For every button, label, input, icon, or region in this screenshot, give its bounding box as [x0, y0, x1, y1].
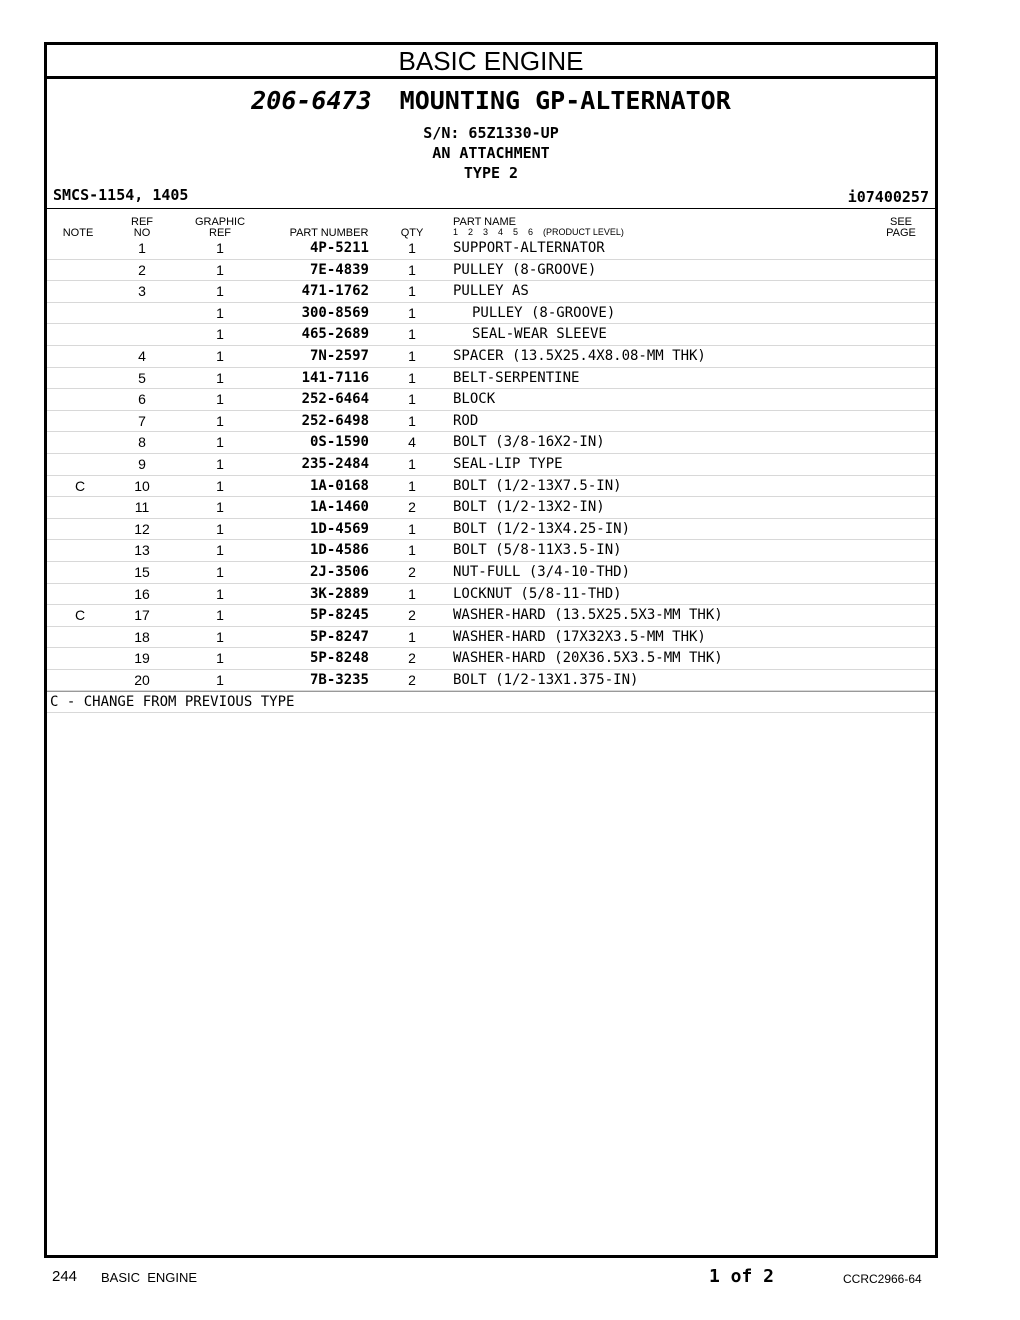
row-graphic-ref: 1 — [216, 369, 224, 386]
row-note: C — [74, 607, 86, 624]
col-see-bottom: PAGE — [886, 227, 916, 239]
row-ref-no: 19 — [134, 650, 150, 667]
serial-range: S/N: 65Z1330-UP — [423, 124, 559, 142]
row-part-number: 141-7116 — [301, 369, 369, 386]
table-row — [47, 432, 935, 454]
table-row — [47, 584, 935, 606]
row-qty: 1 — [408, 304, 416, 321]
row-graphic-ref: 1 — [216, 391, 224, 408]
row-graphic-ref: 1 — [216, 283, 224, 300]
col-note: NOTE — [62, 227, 94, 239]
row-qty: 1 — [408, 261, 416, 278]
row-ref-no: 6 — [138, 391, 146, 408]
table-row — [47, 303, 935, 325]
row-part-number: 1A-0168 — [309, 477, 369, 494]
row-qty: 1 — [408, 628, 416, 645]
row-qty: 2 — [408, 607, 416, 624]
table-row — [47, 476, 935, 498]
row-part-name: LOCKNUT (5/8-11-THD) — [453, 585, 622, 602]
row-graphic-ref: 1 — [216, 347, 224, 364]
row-part-name: WASHER-HARD (20X36.5X3.5-MM THK) — [453, 650, 723, 667]
footer-section: BASIC ENGINE — [101, 1270, 198, 1285]
row-ref-no: 10 — [134, 477, 150, 494]
row-part-name: PULLEY AS — [453, 283, 529, 300]
row-ref-no: 2 — [138, 261, 146, 278]
row-ref-no: 12 — [134, 520, 150, 537]
row-part-number: 4P-5211 — [309, 240, 369, 256]
row-ref-no: 16 — [134, 585, 150, 602]
row-part-name: SEAL-LIP TYPE — [453, 455, 563, 472]
row-part-name: WASHER-HARD (13.5X25.5X3-MM THK) — [453, 607, 723, 624]
illustration-id: i07400257 — [847, 188, 929, 206]
row-part-name: BOLT (1/2-13X4.25-IN) — [453, 520, 631, 537]
row-ref-no: 15 — [134, 563, 150, 580]
row-ref-no: 11 — [134, 499, 150, 516]
row-part-name: SEAL-WEAR SLEEVE — [472, 326, 607, 343]
row-qty: 1 — [408, 477, 416, 494]
row-part-name: BLOCK — [453, 391, 496, 408]
table-row — [47, 562, 935, 584]
row-ref-no: 13 — [134, 542, 150, 559]
row-part-number: 235-2484 — [301, 455, 369, 472]
col-ref-bottom: NO — [133, 227, 151, 239]
row-graphic-ref: 1 — [216, 628, 224, 645]
row-graphic-ref: 1 — [216, 585, 224, 602]
table-row — [47, 281, 935, 303]
row-graphic-ref: 1 — [216, 240, 224, 256]
row-qty: 1 — [408, 542, 416, 559]
row-qty: 1 — [408, 585, 416, 602]
row-qty: 1 — [408, 369, 416, 386]
row-graphic-ref: 1 — [216, 671, 224, 688]
row-part-number: 7N-2597 — [309, 347, 369, 364]
table-row — [47, 648, 935, 670]
row-part-name: BOLT (3/8-16X2-IN) — [453, 434, 605, 451]
row-part-number: 5P-8248 — [309, 650, 369, 667]
row-ref-no: 18 — [134, 628, 150, 645]
row-part-name: WASHER-HARD (17X32X3.5-MM THK) — [453, 628, 706, 645]
col-qty: QTY — [400, 227, 424, 239]
section-title: BASIC ENGINE — [47, 45, 935, 79]
row-part-number: 5P-8245 — [309, 607, 369, 624]
footer-doc-id: CCRC2966-64 — [843, 1272, 922, 1286]
row-part-number: 1A-1460 — [309, 499, 369, 516]
type-label: TYPE 2 — [463, 164, 519, 182]
group-title-line — [47, 79, 935, 123]
row-part-number: 300-8569 — [301, 304, 369, 321]
row-ref-no: 5 — [138, 369, 146, 386]
footer-page-number: 244 — [52, 1268, 78, 1285]
row-qty: 1 — [408, 347, 416, 364]
page-frame — [44, 42, 938, 1258]
row-graphic-ref: 1 — [216, 434, 224, 451]
table-row — [47, 519, 935, 541]
group-title: MOUNTING GP-ALTERNATOR — [399, 86, 731, 115]
table-row — [47, 389, 935, 411]
row-qty: 2 — [408, 671, 416, 688]
table-row — [47, 368, 935, 390]
row-part-number: 7E-4839 — [309, 261, 369, 278]
table-row — [47, 260, 935, 282]
row-qty: 2 — [408, 650, 416, 667]
table-row — [47, 540, 935, 562]
row-qty: 1 — [408, 412, 416, 429]
row-graphic-ref: 1 — [216, 542, 224, 559]
row-ref-no: 7 — [138, 412, 146, 429]
table-row — [47, 346, 935, 368]
col-see-top: SEE — [889, 216, 912, 228]
row-graphic-ref: 1 — [216, 499, 224, 516]
table-row — [47, 238, 935, 260]
row-part-name: BELT-SERPENTINE — [453, 369, 580, 386]
row-graphic-ref: 1 — [216, 455, 224, 472]
smcs-code: SMCS-1154, 1405 — [53, 186, 189, 204]
col-graphic-top: GRAPHIC — [194, 216, 246, 228]
col-ref-top: REF — [131, 216, 153, 228]
row-qty: 1 — [408, 455, 416, 472]
row-ref-no: 20 — [134, 671, 150, 688]
row-part-name: SPACER (13.5X25.4X8.08-MM THK) — [453, 347, 706, 364]
row-ref-no: 3 — [138, 283, 146, 300]
row-qty: 1 — [408, 391, 416, 408]
attachment-label: AN ATTACHMENT — [432, 144, 550, 162]
table-row — [47, 454, 935, 476]
row-ref-no: 9 — [138, 455, 146, 472]
row-part-name: BOLT (5/8-11X3.5-IN) — [453, 542, 622, 559]
table-row — [47, 324, 935, 346]
table-row — [47, 411, 935, 433]
row-ref-no: 8 — [138, 434, 146, 451]
row-part-number: 0S-1590 — [309, 434, 369, 451]
footer-page-of: 1 of 2 — [709, 1266, 775, 1287]
row-graphic-ref: 1 — [216, 477, 224, 494]
row-graphic-ref: 1 — [216, 326, 224, 343]
row-part-name: BOLT (1/2-13X2-IN) — [453, 499, 605, 516]
row-graphic-ref: 1 — [216, 520, 224, 537]
col-part-name: PART NAME — [453, 216, 516, 228]
table-row — [47, 627, 935, 649]
col-product-levels: 1 2 3 4 5 6 (PRODUCT LEVEL) — [453, 227, 624, 237]
row-qty: 1 — [408, 283, 416, 300]
header-divider — [47, 208, 935, 209]
row-graphic-ref: 1 — [216, 563, 224, 580]
parts-table — [47, 238, 935, 713]
row-graphic-ref: 1 — [216, 412, 224, 429]
row-qty: 4 — [408, 434, 416, 451]
row-note: C — [74, 477, 86, 494]
col-part-number: PART NUMBER — [289, 227, 369, 239]
row-part-number: 465-2689 — [301, 326, 369, 343]
row-part-number: 2J-3506 — [309, 563, 369, 580]
row-part-number: 1D-4569 — [309, 520, 369, 537]
table-row — [47, 497, 935, 519]
row-part-number: 471-1762 — [301, 283, 369, 300]
row-part-name: SUPPORT-ALTERNATOR — [453, 240, 605, 256]
row-graphic-ref: 1 — [216, 650, 224, 667]
row-part-number: 252-6498 — [301, 412, 369, 429]
row-part-number: 252-6464 — [301, 391, 369, 408]
row-graphic-ref: 1 — [216, 261, 224, 278]
table-row — [47, 605, 935, 627]
group-number: 206-6473 — [251, 86, 372, 115]
row-part-name: ROD — [453, 412, 479, 429]
row-qty: 2 — [408, 499, 416, 516]
row-part-name: PULLEY (8-GROOVE) — [453, 261, 597, 278]
row-qty: 1 — [408, 326, 416, 343]
row-part-name: PULLEY (8-GROOVE) — [472, 304, 616, 321]
row-ref-no: 4 — [138, 347, 146, 364]
row-part-number: 7B-3235 — [309, 671, 369, 688]
row-part-name: BOLT (1/2-13X7.5-IN) — [453, 477, 622, 494]
col-graphic-bottom: REF — [209, 227, 231, 239]
row-part-name: BOLT (1/2-13X1.375-IN) — [453, 671, 639, 688]
row-part-number: 5P-8247 — [309, 628, 369, 645]
row-qty: 1 — [408, 520, 416, 537]
row-qty: 2 — [408, 563, 416, 580]
change-footnote: C - CHANGE FROM PREVIOUS TYPE — [47, 691, 935, 713]
row-part-number: 1D-4586 — [309, 542, 369, 559]
row-ref-no: 17 — [134, 607, 150, 624]
row-graphic-ref: 1 — [216, 607, 224, 624]
row-ref-no: 1 — [138, 240, 146, 256]
group-header — [47, 79, 935, 183]
table-row — [47, 670, 935, 692]
row-part-name: NUT-FULL (3/4-10-THD) — [453, 563, 631, 580]
row-qty: 1 — [408, 240, 416, 256]
row-graphic-ref: 1 — [216, 304, 224, 321]
row-part-number: 3K-2889 — [309, 585, 369, 602]
